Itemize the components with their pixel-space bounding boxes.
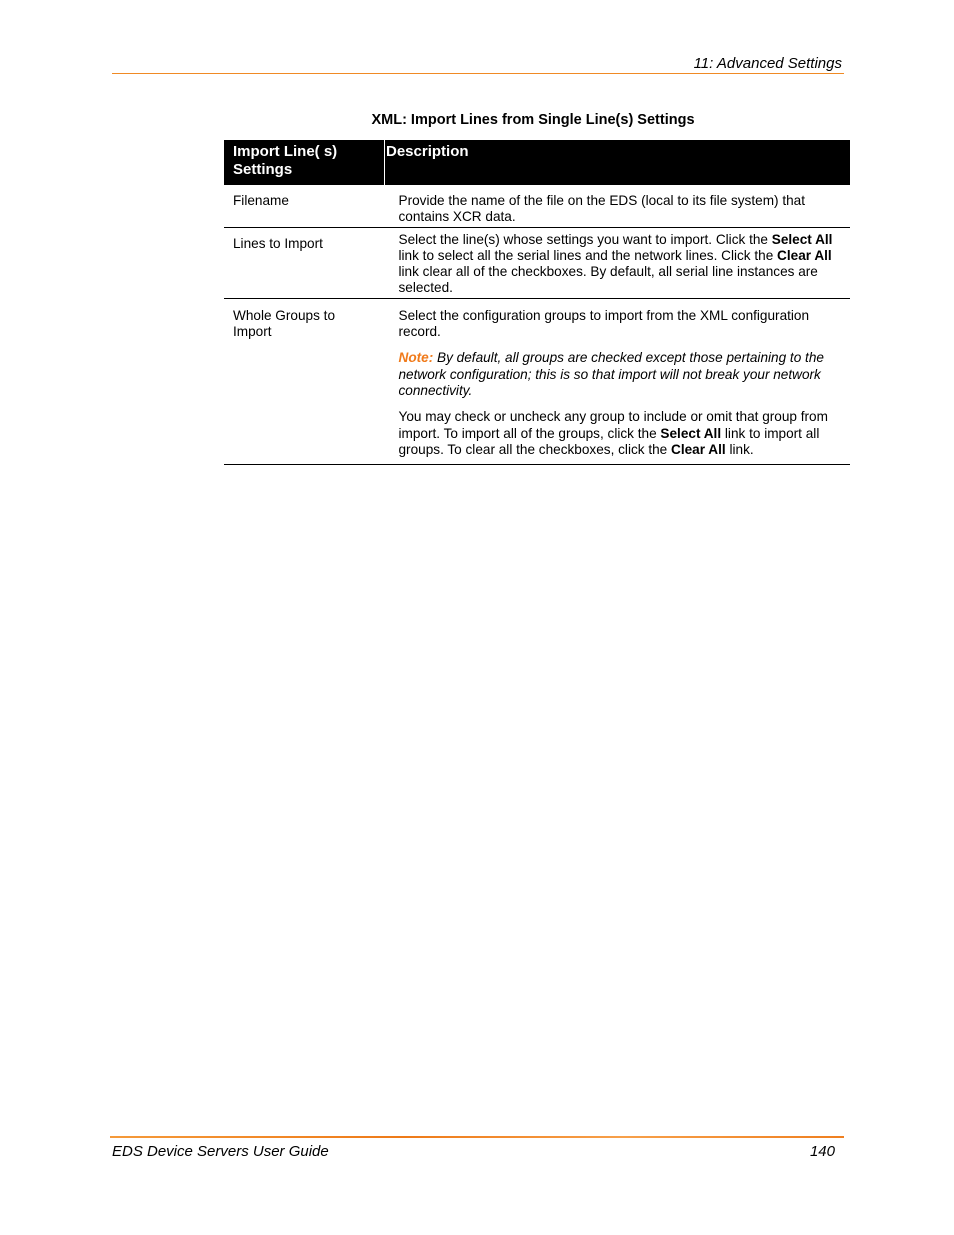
header-rule	[112, 73, 844, 74]
description-text: link to import all groups. To clear all the checkboxes, click the	[398, 425, 820, 457]
column-header-description: Description	[385, 140, 851, 185]
settings-table	[224, 140, 850, 465]
clear-all-term: Clear All	[777, 247, 832, 263]
clear-all-term: Clear All	[671, 441, 726, 457]
table-title: XML: Import Lines from Single Line(s) Settings	[371, 112, 695, 128]
description-text: Select the line(s) whose settings you want to import. Click the	[398, 231, 772, 247]
running-header: 11: Advanced Settings	[693, 55, 842, 72]
footer-rule	[110, 1136, 844, 1138]
select-all-term: Select All	[771, 231, 833, 247]
description-text: link.	[725, 441, 754, 457]
setting-description: Provide the name of the file on the EDS (local to its file system) that contains XCR data.	[385, 185, 851, 227]
select-all-term: Select All	[660, 425, 722, 441]
description-text: You may check or uncheck any group to include or omit that group from import. To import all of the groups, click the	[398, 409, 828, 441]
description-text: link clear all of the checkboxes. By default, all serial line instances are selected.	[398, 264, 818, 296]
table-row	[224, 227, 850, 298]
description-paragraph: Select the configuration groups to import from the XML configuration record.	[398, 307, 810, 340]
setting-description	[385, 227, 851, 298]
column-header-settings: Import Line( s) Settings	[224, 140, 385, 185]
table-row	[224, 298, 850, 464]
setting-name: Filename	[224, 185, 385, 227]
footer-guide-title: EDS Device Servers User Guide	[112, 1143, 329, 1160]
setting-name: Lines to Import	[224, 227, 385, 298]
table-row	[224, 185, 850, 227]
description-paragraph	[399, 409, 839, 458]
table-header-row	[224, 140, 850, 185]
page-number: 140	[809, 1143, 835, 1160]
note-text: By default, all groups are checked except those pertaining to the network configuration; this is so that import will not break your network connectivity.	[398, 350, 824, 398]
setting-name: Whole Groups to Import	[224, 298, 385, 464]
note-label: Note:	[398, 350, 434, 366]
note-paragraph	[399, 350, 839, 399]
setting-description	[385, 298, 851, 464]
description-text: link to select all the serial lines and the network lines. Click the	[398, 247, 778, 263]
